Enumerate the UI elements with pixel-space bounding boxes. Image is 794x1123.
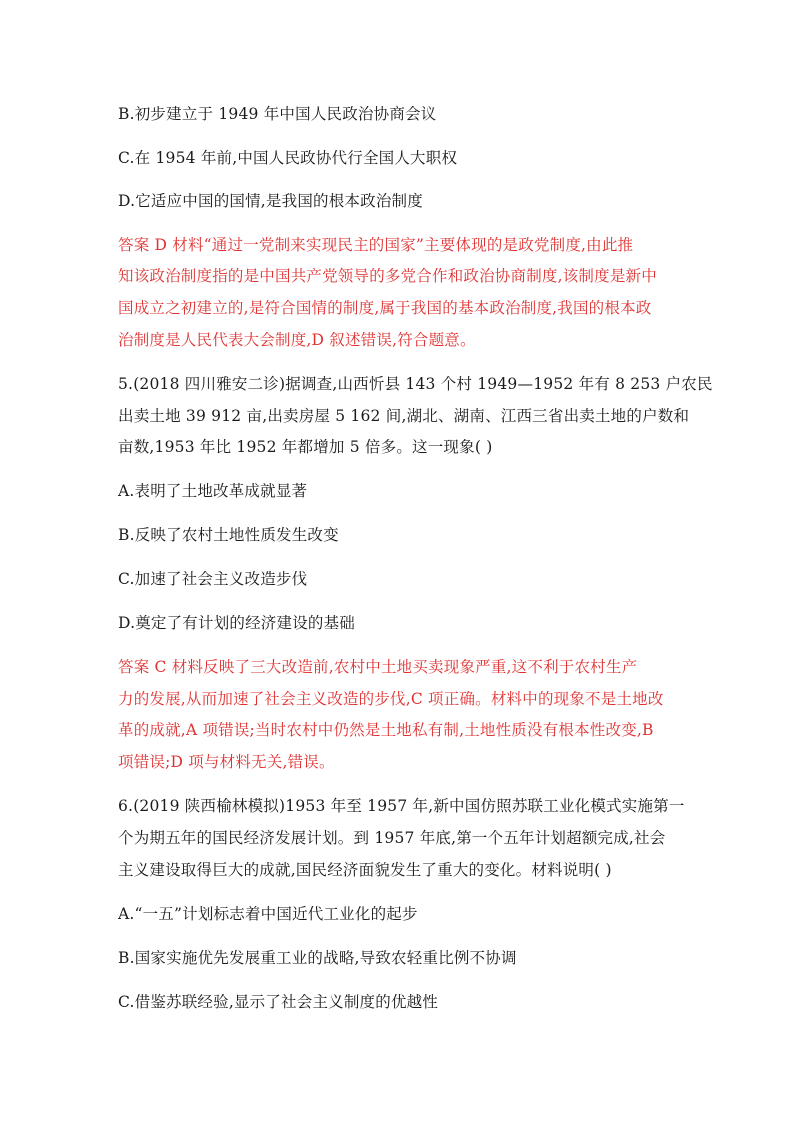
q5-answer-line-2: 力的发展,从而加速了社会主义改造的步伐,C 项正确。材料中的现象不是土地改: [118, 690, 664, 708]
q5-answer-line-3: 革的成就,A 项错误;当时农村中仍然是土地私有制,土地性质没有根本性改变,B: [118, 721, 654, 739]
q5-option-a: A.表明了土地改革成就显著: [118, 482, 308, 500]
q6-option-b: B.国家实施优先发展重工业的战略,导致农轻重比例不协调: [118, 949, 517, 967]
q4-answer-line-2: 知该政治制度指的是中国共产党领导的多党合作和政治协商制度,该制度是新中: [118, 267, 657, 285]
q4-answer-line-3: 国成立之初建立的,是符合国情的制度,属于我国的基本政治制度,我国的根本政: [118, 299, 652, 317]
q4-option-b: B.初步建立于 1949 年中国人民政治协商会议: [118, 105, 437, 123]
q5-answer-line-1: 答案 C 材料反映了三大改造前,农村中土地买卖现象严重,这不利于农村生产: [118, 658, 638, 676]
q4-answer-line-4: 治制度是人民代表大会制度,D 叙述错误,符合题意。: [118, 331, 476, 349]
q6-option-c: C.借鉴苏联经验,显示了社会主义制度的优越性: [118, 993, 439, 1011]
q6-stem-line-2: 个为期五年的国民经济发展计划。到 1957 年底,第一个五年计划超额完成,社会: [118, 829, 666, 847]
q6-stem-line-3: 主义建设取得巨大的成就,国民经济面貌发生了重大的变化。材料说明( ): [118, 861, 612, 879]
q5-stem-line-1: 5.(2018 四川雅安二诊)据调查,山西忻县 143 个村 1949—1952 年有 8 253 户农民: [118, 375, 713, 393]
q5-stem-line-2: 出卖土地 39 912 亩,出卖房屋 5 162 间,湖北、湖南、江西三省出卖土地的户数和: [118, 407, 690, 425]
q6-option-a: A.“一五”计划标志着中国近代工业化的起步: [118, 905, 418, 923]
q5-stem-line-3: 亩数,1953 年比 1952 年都增加 5 倍多。这一现象( ): [118, 438, 493, 456]
q4-option-c: C.在 1954 年前,中国人民政协代行全国人大职权: [118, 149, 458, 167]
q5-option-d: D.奠定了有计划的经济建设的基础: [118, 614, 356, 632]
q5-option-c: C.加速了社会主义改造步伐: [118, 570, 308, 588]
q5-answer-line-4: 项错误;D 项与材料无关,错误。: [118, 753, 335, 771]
q4-option-d: D.它适应中国的国情,是我国的根本政治制度: [118, 192, 423, 210]
q6-stem-line-1: 6.(2019 陕西榆林模拟)1953 年至 1957 年,新中国仿照苏联工业化模式实施第一: [118, 797, 685, 815]
q4-answer-line-1: 答案 D 材料“通过一党制来实现民主的国家”主要体现的是政党制度,由此推: [118, 236, 634, 254]
q5-option-b: B.反映了农村土地性质发生改变: [118, 526, 339, 544]
